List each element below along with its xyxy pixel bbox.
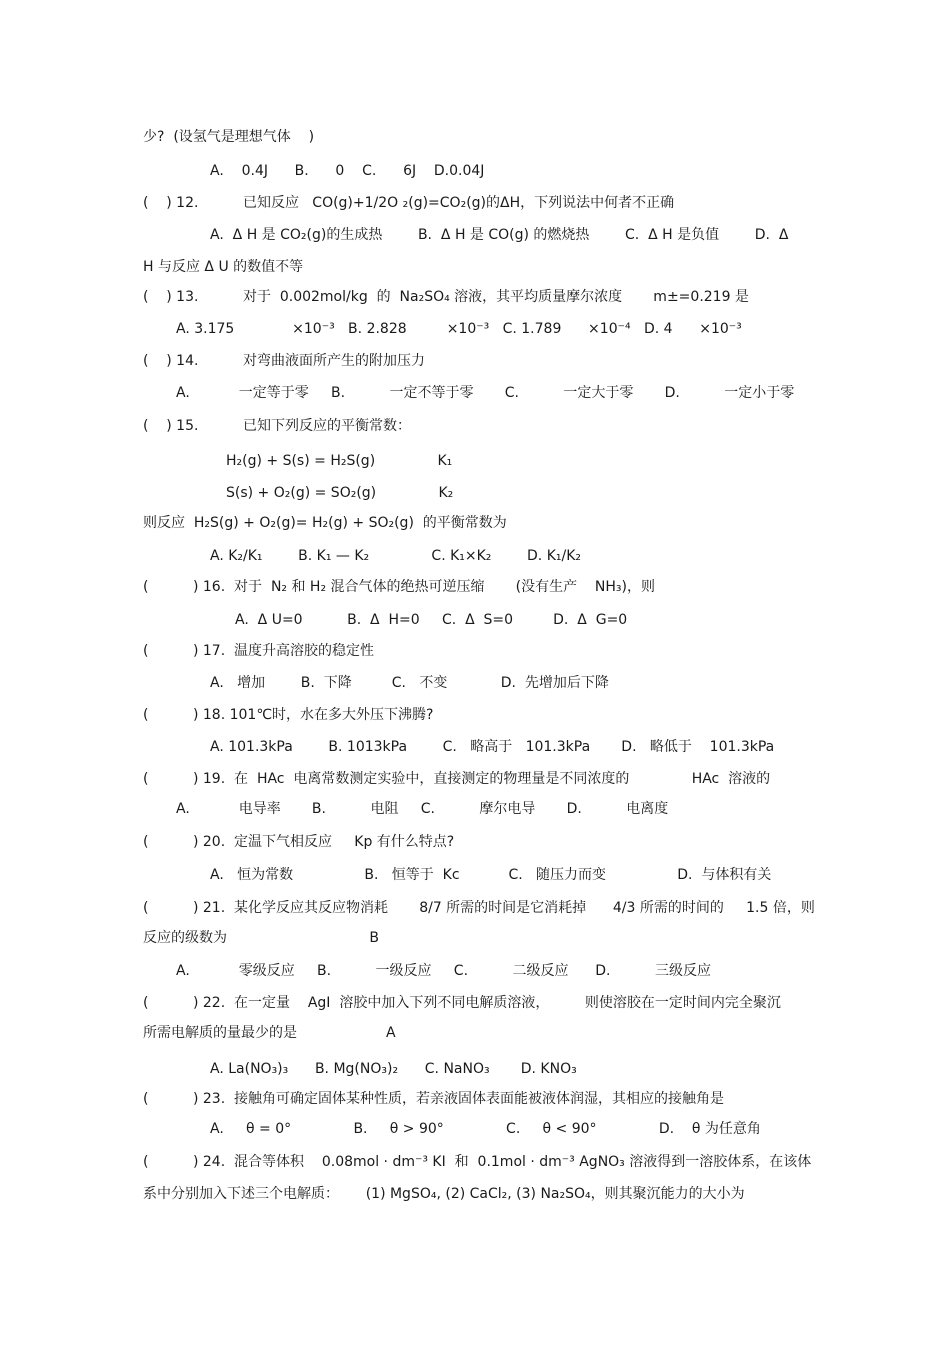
text-line: ( ) 19. 在 HAc 电离常数测定实验中，直接测定的物理量是不同浓度的 HAc 溶液的 bbox=[143, 771, 771, 787]
text-line: 反应的级数为 B bbox=[143, 930, 380, 946]
text-line: ( ) 15. 已知下列反应的平衡常数： bbox=[143, 418, 411, 434]
text-line: ( ) 23. 接触角可确定固体某种性质，若亲液固体表面能被液体润湿，其相应的接触角是 bbox=[143, 1091, 725, 1107]
text-line: A. 零级反应 B. 一级反应 C. 二级反应 D. 三级反应 bbox=[176, 963, 711, 979]
text-line: A. 101.3kPa B. 1013kPa C. 略高于 101.3kPa D. 略低于 101.3kPa bbox=[210, 739, 775, 755]
text-line: 则反应 H₂S(g) + O₂(g)= H₂(g) + SO₂(g) 的平衡常数为 bbox=[143, 515, 507, 531]
text-line: H₂(g) + S(s) = H₂S(g) K₁ bbox=[226, 453, 453, 469]
text-line: ( ) 21. 某化学反应其反应物消耗 8/7 所需的时间是它消耗掉 4/3 所需的时间的 1.5 倍，则 bbox=[143, 900, 815, 916]
text-line: A. 增加 B. 下降 C. 不变 D. 先增加后下降 bbox=[210, 675, 609, 691]
text-line: A. 3.175 ×10⁻³ B. 2.828 ×10⁻³ C. 1.789 ×10⁻⁴ D. 4 ×10⁻³ bbox=[176, 321, 742, 337]
text-line: H 与反应 Δ U 的数值不等 bbox=[143, 259, 304, 275]
text-line: 所需电解质的量最少的是 A bbox=[143, 1025, 396, 1041]
text-line: ( ) 20. 定温下气相反应 Kp 有什么特点? bbox=[143, 834, 455, 850]
text-line: 系中分别加入下述三个电解质： (1) MgSO₄, (2) CaCl₂, (3) Na₂SO₄，则其聚沉能力的大小为 bbox=[143, 1186, 745, 1202]
text-line: ( ) 12. 已知反应 CO(g)+1/2O ₂(g)=CO₂(g)的ΔH，下列说法中何者不正确 bbox=[143, 195, 675, 211]
text-line: ( ) 17. 温度升高溶胶的稳定性 bbox=[143, 643, 375, 659]
text-line: ( ) 14. 对弯曲液面所产生的附加压力 bbox=[143, 353, 425, 369]
text-line: S(s) + O₂(g) = SO₂(g) K₂ bbox=[226, 485, 454, 501]
text-line: ( ) 16. 对于 N₂ 和 H₂ 混合气体的绝热可逆压缩 (没有生产 NH₃)，则 bbox=[143, 579, 656, 595]
text-line: A. θ = 0° B. θ > 90° C. θ < 90° D. θ 为任意角 bbox=[210, 1121, 761, 1137]
text-line: 少? (设氢气是理想气体 ) bbox=[143, 129, 315, 145]
text-line: A. Δ H 是 CO₂(g)的生成热 B. Δ H 是 CO(g) 的燃烧热 C. Δ H 是负值 D. Δ bbox=[210, 227, 789, 243]
text-line: A. 一定等于零 B. 一定不等于零 C. 一定大于零 D. 一定小于零 bbox=[176, 385, 795, 401]
text-line: ( ) 22. 在一定量 AgI 溶胶中加入下列不同电解质溶液， 则使溶胶在一定时间内完全聚沉 bbox=[143, 995, 781, 1011]
text-line: ( ) 18. 101℃时，水在多大外压下沸腾? bbox=[143, 707, 434, 723]
text-line: ( ) 24. 混合等体积 0.08mol · dm⁻³ KI 和 0.1mol · dm⁻³ AgNO₃ 溶液得到一溶胶体系，在该体 bbox=[143, 1154, 812, 1170]
text-line: A. La(NO₃)₃ B. Mg(NO₃)₂ C. NaNO₃ D. KNO₃ bbox=[210, 1061, 577, 1077]
text-line: A. Δ U=0 B. Δ H=0 C. Δ S=0 D. Δ G=0 bbox=[235, 612, 628, 628]
text-line: ( ) 13. 对于 0.002mol/kg 的 Na₂SO₄ 溶液，其平均质量摩尔浓度 m±=0.219 是 bbox=[143, 289, 749, 305]
text-line: A. 0.4J B. 0 C. 6J D.0.04J bbox=[210, 163, 485, 179]
text-line: A. K₂/K₁ B. K₁ — K₂ C. K₁×K₂ D. K₁/K₂ bbox=[210, 548, 582, 564]
text-line: A. 电导率 B. 电阻 C. 摩尔电导 D. 电离度 bbox=[176, 801, 669, 817]
text-line: A. 恒为常数 B. 恒等于 Kc C. 随压力而变 D. 与体积有关 bbox=[210, 867, 772, 883]
